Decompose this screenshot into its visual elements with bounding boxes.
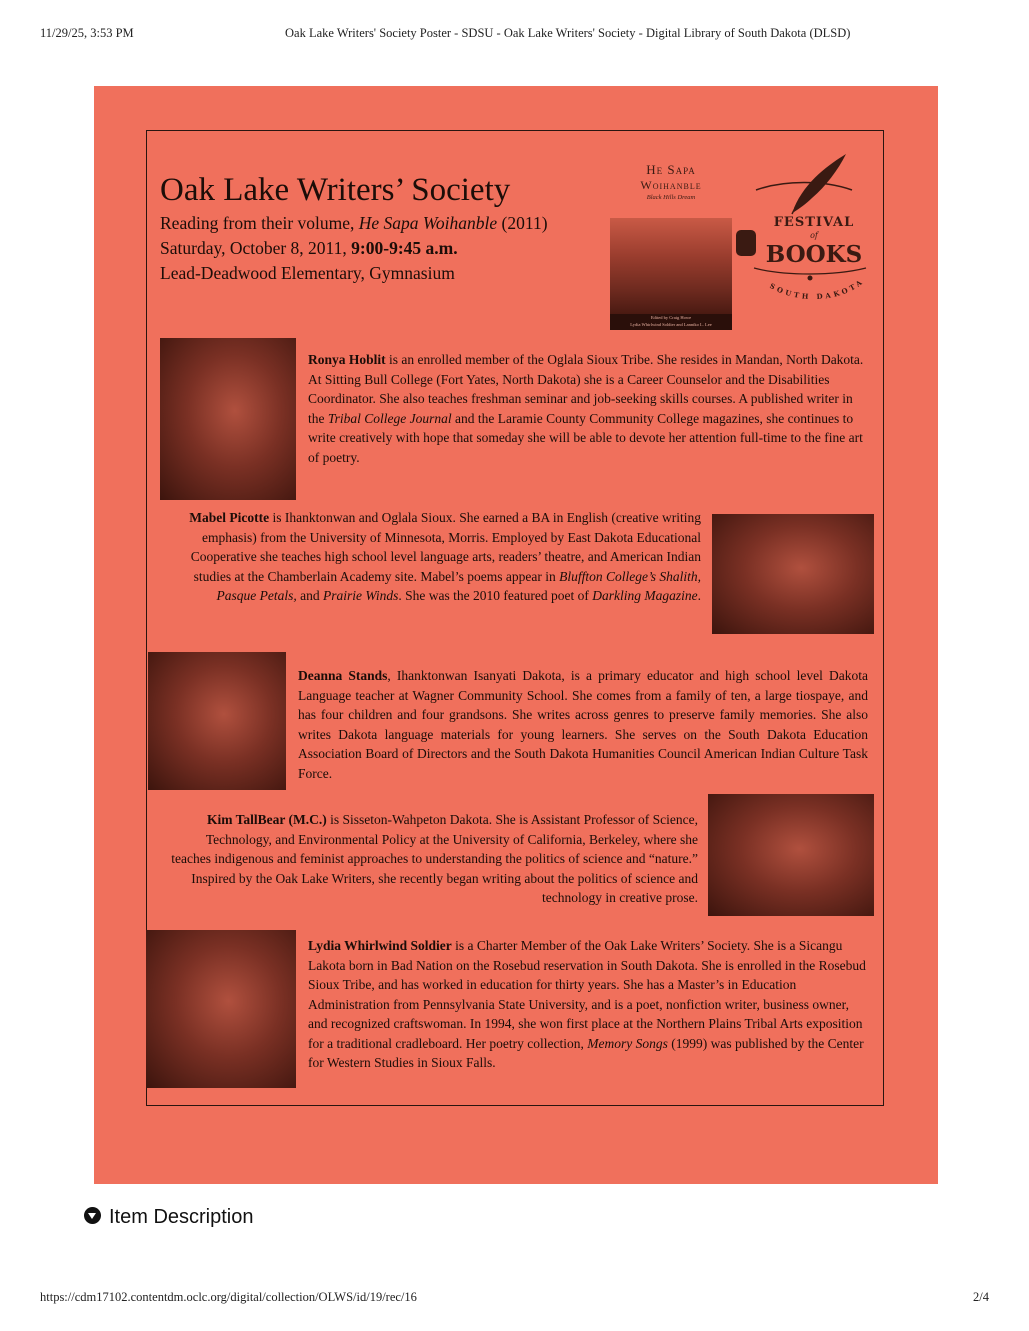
bio-deanna-stands: Deanna Stands, Ihanktonwan Isanyati Dakota, is a primary educator and high school level Dakota Language teacher at Wagner Community School. She comes from a family of ten, a large tiospaye, and has four children and four grandsons. She writes across genres to preserve family memories. She also writes Dakota language materials for young learners. She serves on the South Dakota Education Association Board of Directors and the South Dakota Humanities Council American Indian Culture Task Force. bbox=[298, 668, 869, 781]
poster-title: Oak Lake Writers’ Society bbox=[160, 172, 511, 208]
bio-lydia-whirlwind-soldier: Lydia Whirlwind Soldier is a Charter Member of the Oak Lake Writers’ Society. She is a Sicangu Lakota born in Bad Nation on the Rosebud reservation in South Dakota. She is enrolled in the Rosebud Sioux Tribe, and has worked in education for thirty years. She has a Master’s in Education Administration from Pennsylvania State University, and is a poet, nonfiction writer, business owner, and recognized craftswoman. In 1994, she won first place at the Northern Plains Tribal Arts exposition for a traditional cradleboard. Her poetry collection, Memory Songs (1999) was published by the Center for Western Studies in Sioux Falls. bbox=[308, 938, 866, 1070]
book-cover-line3: Black Hills Dream bbox=[646, 194, 696, 201]
print-page-title: Oak Lake Writers' Society Poster - SDSU - Oak Lake Writers' Society - Digital Library of South Dakota (DLSD) bbox=[285, 26, 851, 40]
bio-kim-tallbear: Kim TallBear (M.C.) is Sisseton-Wahpeton Dakota. She is Assistant Professor of Science, Technology, and Environmental Policy at the University of California, Berkeley, where she teaches indigenous and feminist approaches to understanding the politics of science and “nature.” Inspired by the Oak Lake Writers, she recently began writing about the politics of science and technology in creative prose. bbox=[171, 812, 698, 905]
festival-main-text: BOOKS bbox=[765, 241, 863, 268]
item-description-label: Item Description bbox=[109, 1206, 254, 1228]
bio-ronya-hoblit: Ronya Hoblit is an enrolled member of the Oglala Sioux Tribe. She resides in Mandan, North Dakota. At Sitting Bull College (Fort Yates, North Dakota) she is a Career Counselor and the Disabilities Coordinator. She also teaches freshman seminar and job-seeking skills courses. A published writer in the Tribal College Journal and the Laramie County Community College magazines, she continues to write creatively with hope that someday she will be able to devote her attention full-time to the fine art of poetry. bbox=[308, 352, 864, 465]
photo-ronya-hoblit bbox=[160, 338, 296, 500]
festival-of-books-logo bbox=[734, 150, 874, 310]
photo-deanna-stands bbox=[148, 652, 286, 790]
poster-location: Lead-Deadwood Elementary, Gymnasium bbox=[160, 263, 455, 283]
book-cover-landscape bbox=[610, 218, 732, 314]
book-cover-editors: Edited by Craig Howe Lydia Whirlwind Soldier and Lanniko L. Lee bbox=[610, 314, 732, 330]
chevron-down-circle-icon bbox=[84, 1207, 101, 1224]
bio-mabel-picotte: Mabel Picotte is Ihanktonwan and Oglala Sioux. She earned a BA in English (creative writing emphasis) from the University of Minnesota, Morris. Employed by East Dakota Educational Cooperative she teaches high school level language arts, readers’ theatre, and American Indian studies at the Chamberlain Academy site. Mabel’s poems appear in Bluffton College’s Shalith, Pasque Petals, and Prairie Winds. She was the 2010 featured poet of Darkling Magazine. bbox=[189, 510, 701, 603]
photo-mabel-picotte bbox=[712, 514, 874, 634]
photo-kim-tallbear bbox=[708, 794, 874, 916]
poster-subtitle bbox=[160, 213, 548, 234]
print-url: https://cdm17102.contentdm.oclc.org/digital/collection/OLWS/id/19/rec/16 bbox=[40, 1290, 417, 1304]
poster-date bbox=[160, 238, 458, 259]
festival-top-text: FESTIVAL bbox=[773, 215, 855, 230]
event-time: 9:00-9:45 a.m. bbox=[351, 238, 458, 258]
subtitle-year: (2011) bbox=[497, 213, 548, 233]
book-cover-line1: He Sapa bbox=[646, 162, 696, 177]
date-prefix: Saturday, October 8, 2011, bbox=[160, 238, 352, 258]
item-description-toggle[interactable] bbox=[84, 1206, 254, 1229]
subtitle-book: He Sapa Woihanble bbox=[358, 213, 498, 233]
book-cover-image bbox=[610, 158, 732, 328]
book-cover-line2: Woihanble bbox=[640, 178, 702, 192]
print-header bbox=[40, 26, 989, 44]
festival-bottom-text: SOUTH DAKOTA bbox=[768, 276, 866, 302]
poster-image bbox=[94, 86, 938, 1184]
photo-lydia-whirlwind-soldier bbox=[146, 930, 296, 1088]
print-datetime: 11/29/25, 3:53 PM bbox=[40, 26, 134, 40]
subtitle-prefix: Reading from their volume, bbox=[160, 213, 359, 233]
svg-text:SOUTH DAKOTA bbox=[768, 276, 866, 301]
print-page-number: 2/4 bbox=[973, 1290, 989, 1304]
festival-of-text: of bbox=[810, 231, 818, 240]
print-footer bbox=[40, 1290, 989, 1308]
